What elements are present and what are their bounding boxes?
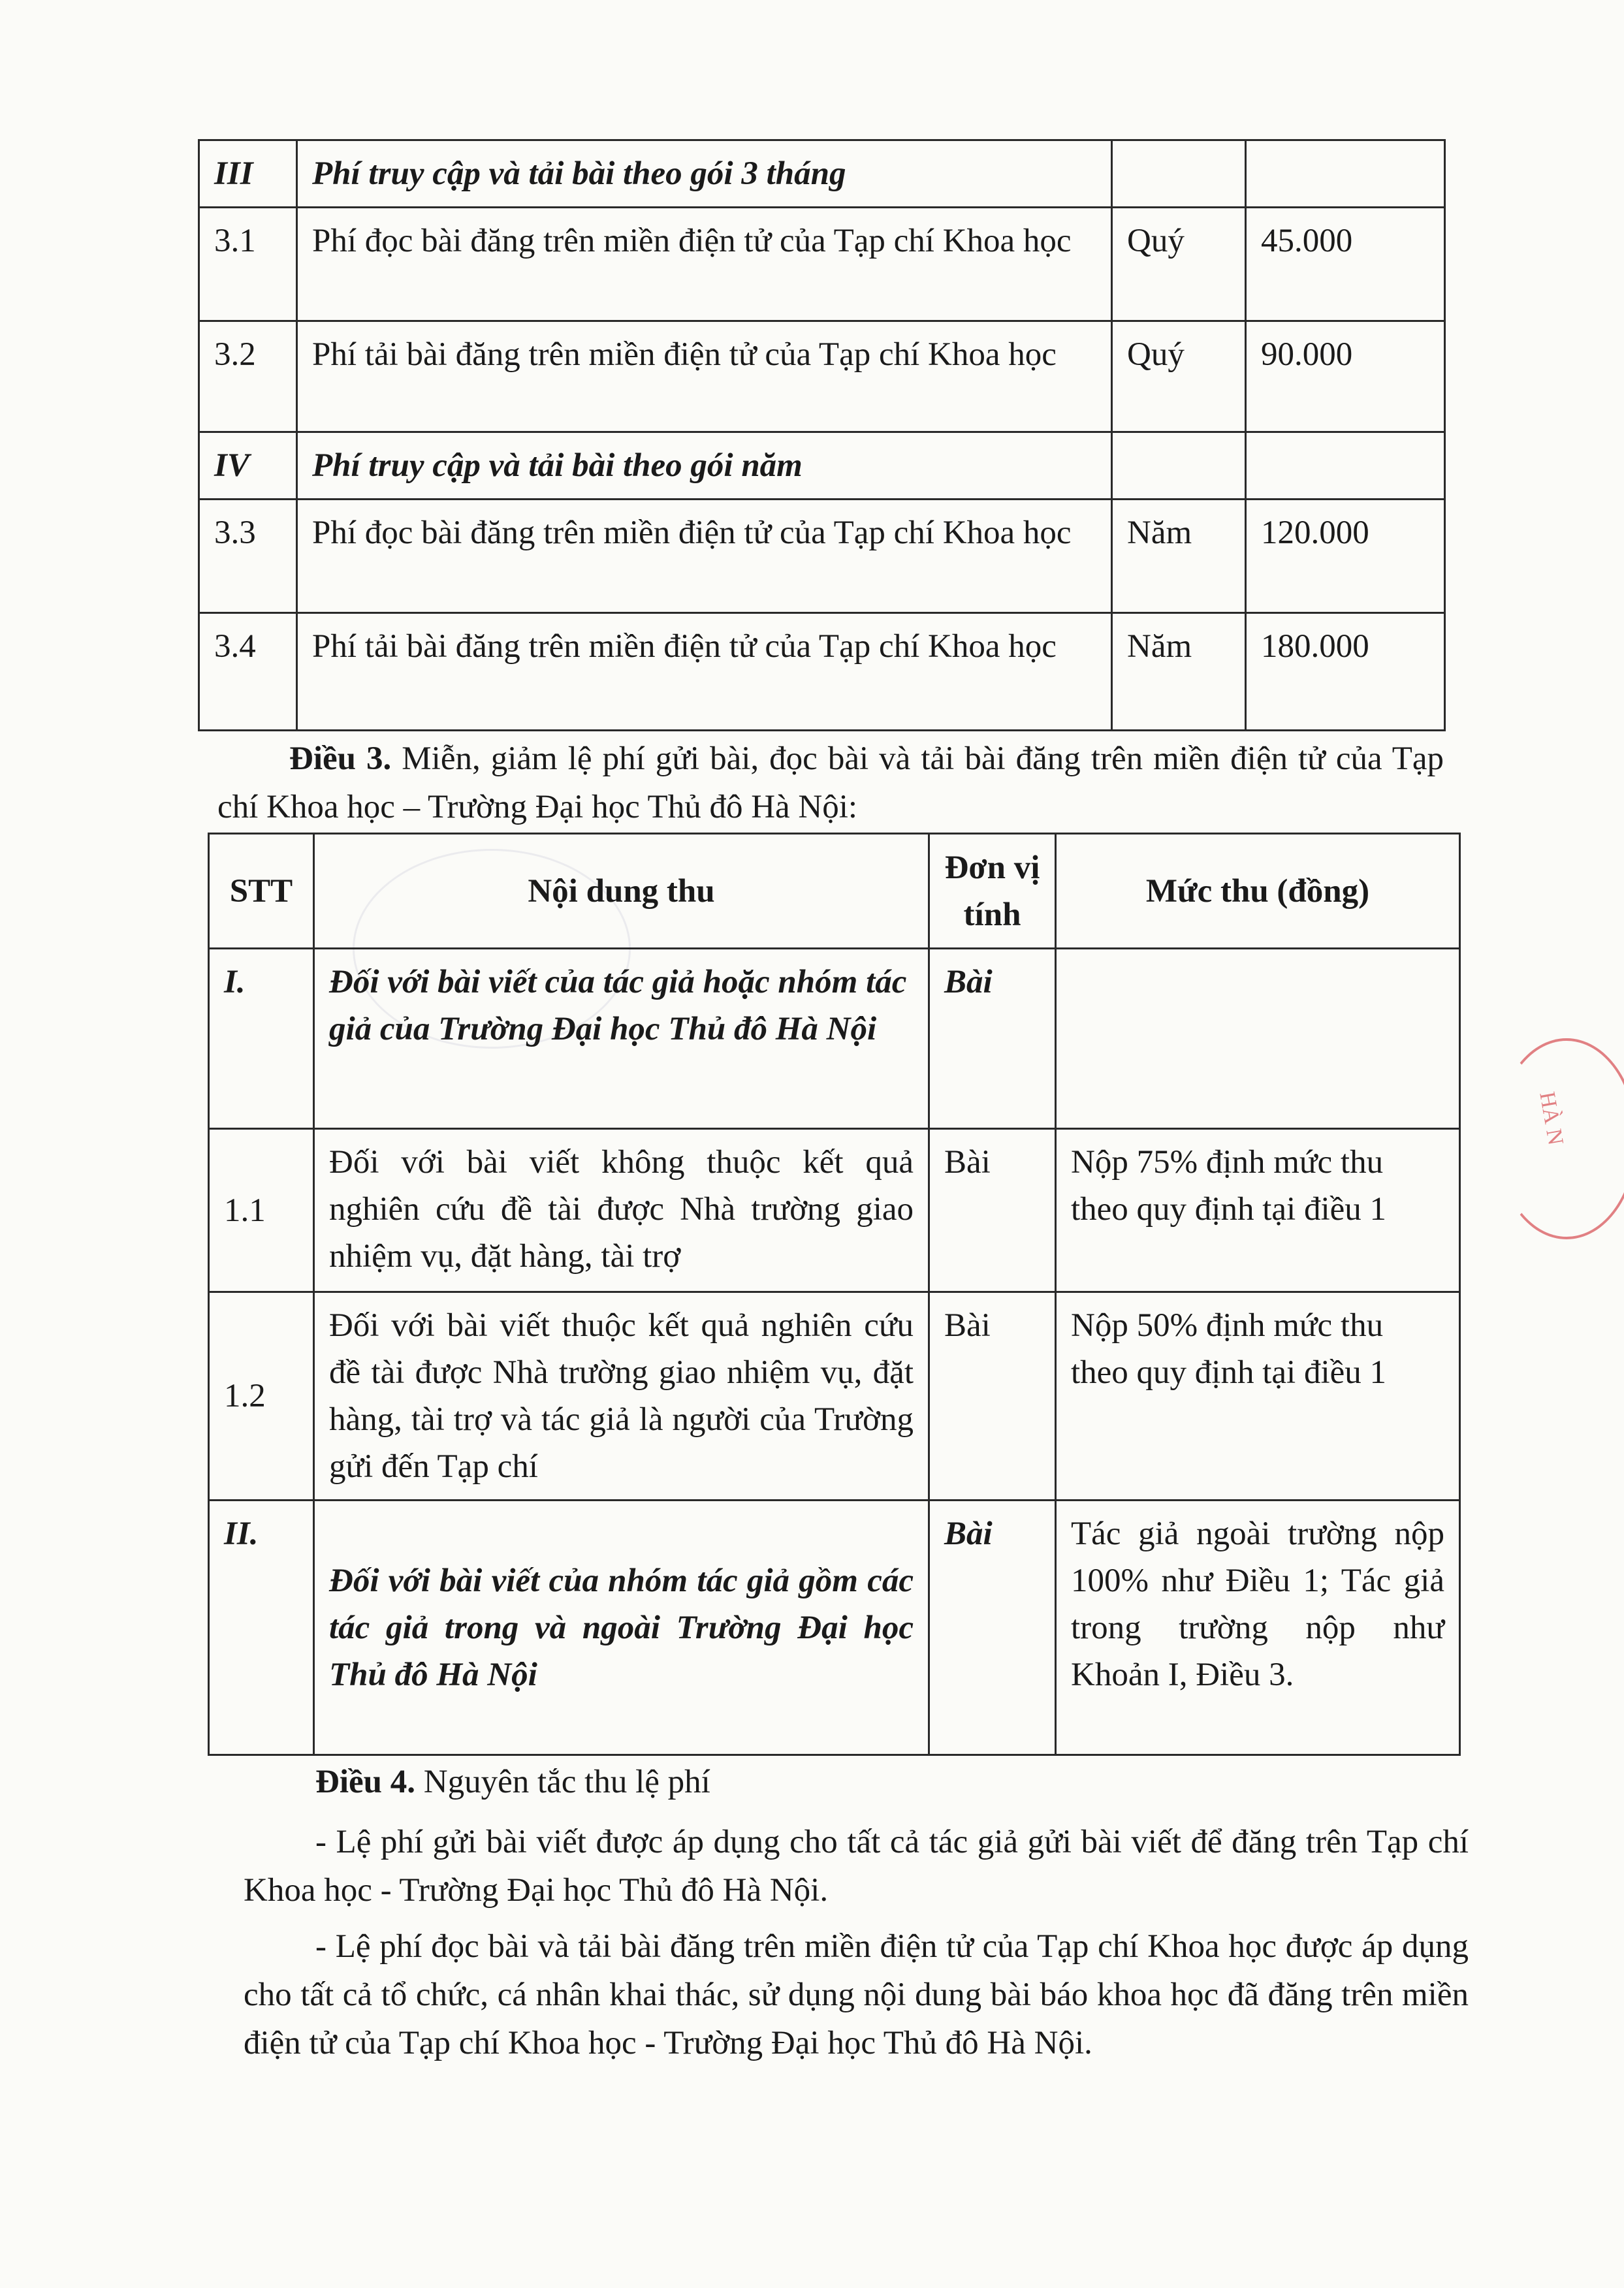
row-content: Đối với bài viết của nhóm tác giả gồm các tác giả trong và ngoài Trường Đại học Thủ đô Hà Nội	[314, 1501, 929, 1755]
fee-exemption-table	[208, 833, 1461, 1756]
row-fee: 90.000	[1246, 321, 1445, 432]
row-unit: Bài	[929, 1501, 1056, 1755]
row-unit: Quý	[1112, 208, 1246, 321]
row-content: Phí đọc bài đăng trên miền điện tử của Tạp chí Khoa học	[297, 208, 1112, 321]
fee-table-packages	[198, 139, 1446, 731]
header-stt: STT	[209, 834, 314, 949]
table-row	[199, 432, 1445, 500]
header-unit: Đơn vị tính	[929, 834, 1056, 949]
row-stt: IV	[199, 432, 297, 500]
row-stt: 1.2	[209, 1292, 314, 1501]
stamp-text: HÀ N	[1535, 1090, 1568, 1147]
row-fee	[1056, 949, 1460, 1129]
row-content: Đối với bài viết thuộc kết quả nghiên cứu đề tài được Nhà trường giao nhiệm vụ, đặt hàng, tài trợ và tác giả là người của Trường gửi đến Tạp chí	[314, 1292, 929, 1501]
row-stt: 3.1	[199, 208, 297, 321]
row-content: Phí tải bài đăng trên miền điện tử của Tạp chí Khoa học	[297, 321, 1112, 432]
row-stt: II.	[209, 1501, 314, 1755]
row-fee: Tác giả ngoài trường nộp 100% như Điều 1; Tác giả trong trường nộp như Khoản I, Điều 3.	[1056, 1501, 1460, 1755]
row-stt: 1.1	[209, 1129, 314, 1292]
row-content: Phí tải bài đăng trên miền điện tử của Tạp chí Khoa học	[297, 613, 1112, 731]
row-unit: Quý	[1112, 321, 1246, 432]
table-row	[209, 1129, 1460, 1292]
row-unit: Bài	[929, 1292, 1056, 1501]
table-row	[199, 208, 1445, 321]
table-row	[199, 613, 1445, 731]
row-stt: 3.3	[199, 500, 297, 613]
row-content: Đối với bài viết không thuộc kết quả nghiên cứu đề tài được Nhà trường giao nhiệm vụ, đặt hàng, tài trợ	[314, 1129, 929, 1292]
article-4-title: Nguyên tắc thu lệ phí	[415, 1764, 710, 1800]
row-fee: Nộp 75% định mức thu theo quy định tại điều 1	[1056, 1129, 1460, 1292]
table-row	[199, 140, 1445, 208]
row-unit	[1112, 432, 1246, 500]
header-content: Nội dung thu	[314, 834, 929, 949]
row-unit: Bài	[929, 1129, 1056, 1292]
article-4-heading	[244, 1758, 1452, 1806]
table-header-row	[209, 834, 1460, 949]
row-unit: Năm	[1112, 500, 1246, 613]
red-stamp-fragment	[1495, 1038, 1624, 1239]
row-content: Phí truy cập và tải bài theo gói 3 tháng	[297, 140, 1112, 208]
row-fee	[1246, 140, 1445, 208]
row-content: Phí truy cập và tải bài theo gói năm	[297, 432, 1112, 500]
row-fee: 120.000	[1246, 500, 1445, 613]
row-unit: Bài	[929, 949, 1056, 1129]
row-unit: Năm	[1112, 613, 1246, 731]
row-fee: Nộp 50% định mức thu theo quy định tại điều 1	[1056, 1292, 1460, 1501]
article-3-text: Miễn, giảm lệ phí gửi bài, đọc bài và tải bài đăng trên miền điện tử của Tạp chí Khoa học – Trường Đại học Thủ đô Hà Nội:	[217, 740, 1444, 825]
row-fee: 45.000	[1246, 208, 1445, 321]
article-4-paragraph-2: - Lệ phí đọc bài và tải bài đăng trên miền điện tử của Tạp chí Khoa học được áp dụng cho tất cả tổ chức, cá nhân khai thác, sử dụng nội dung bài báo khoa học đã đăng trên miền điện tử của Tạp chí Khoa học - Trường Đại học Thủ đô Hà Nội.	[244, 1928, 1469, 2061]
row-stt: I.	[209, 949, 314, 1129]
row-content: Đối với bài viết của tác giả hoặc nhóm tác giả của Trường Đại học Thủ đô Hà Nội	[314, 949, 929, 1129]
row-content: Phí đọc bài đăng trên miền điện tử của Tạp chí Khoa học	[297, 500, 1112, 613]
table-row	[209, 1501, 1460, 1755]
row-stt: III	[199, 140, 297, 208]
header-fee: Mức thu (đồng)	[1056, 834, 1460, 949]
article-4-paragraph-1: - Lệ phí gửi bài viết được áp dụng cho tất cả tác giả gửi bài viết để đăng trên Tạp chí Khoa học - Trường Đại học Thủ đô Hà Nội.	[244, 1824, 1469, 1909]
row-stt: 3.2	[199, 321, 297, 432]
row-fee: 180.000	[1246, 613, 1445, 731]
row-stt: 3.4	[199, 613, 297, 731]
row-fee	[1246, 432, 1445, 500]
article-3-paragraph	[217, 735, 1444, 831]
table-row	[199, 321, 1445, 432]
table-row	[199, 500, 1445, 613]
row-unit	[1112, 140, 1246, 208]
table-row	[209, 1292, 1460, 1501]
table-row	[209, 949, 1460, 1129]
article-3-label: Điều 3.	[289, 740, 392, 777]
article-4-label: Điều 4.	[315, 1764, 415, 1800]
